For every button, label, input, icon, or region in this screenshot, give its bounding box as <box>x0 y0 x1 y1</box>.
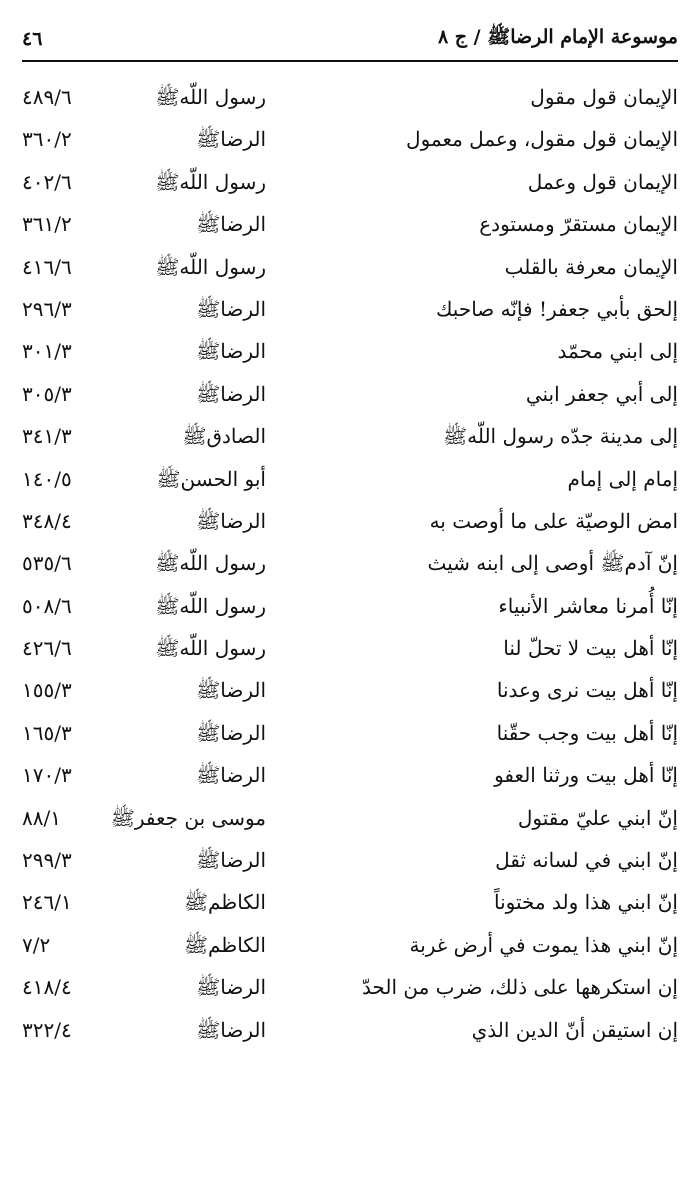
entry-narrator: الرضاﷺ <box>196 339 266 364</box>
index-entry <box>22 881 678 923</box>
entry-narrator: موسى بن جعفرﷺ <box>110 805 266 830</box>
entry-narrator: الرضاﷺ <box>196 381 266 406</box>
entry-reference: ٨٨/١ <box>22 805 61 830</box>
entry-text: إنّ آدمﷺ أوصى إلى ابنه شيث <box>427 551 678 576</box>
entry-reference: ١٤٠/٥ <box>22 466 72 491</box>
index-entry <box>22 627 678 669</box>
entry-reference: ٢٤٦/١ <box>22 890 72 915</box>
entry-narrator: رسول اللّهﷺ <box>155 636 266 661</box>
entry-text: إنّا أُمرنا معاشر الأنبياء <box>498 593 678 618</box>
entry-text: إن استيقن أنّ الدين الذي <box>471 1017 678 1042</box>
index-entry <box>22 542 678 584</box>
entry-text: إنّا أهل بيت وجب حقّنا <box>496 720 678 745</box>
index-entry <box>22 76 678 118</box>
entry-reference: ٤٠٢/٦ <box>22 169 72 194</box>
entry-reference: ٤٨٩/٦ <box>22 85 72 109</box>
page-number: ٤٦ <box>22 28 43 50</box>
entry-reference: ٤٢٦/٦ <box>22 636 72 661</box>
entry-narrator: الرضاﷺ <box>196 508 266 533</box>
entry-narrator: الرضاﷺ <box>196 975 266 1000</box>
entry-reference: ١٧٠/٣ <box>22 763 72 788</box>
entry-text: إلى ابني محمّد <box>557 339 678 364</box>
entry-text: إلى أبي جعفر ابني <box>525 381 678 406</box>
entry-narrator: أبو الحسنﷺ <box>156 466 266 491</box>
entry-text: إنّ ابني هذا يموت في أرض غربة <box>409 932 678 957</box>
index-entry <box>22 500 678 542</box>
entry-reference: ٧/٢ <box>22 932 51 957</box>
entry-text: امض الوصيّة على ما أوصت به <box>429 508 678 533</box>
entry-reference: ٤١٨/٤ <box>22 975 72 1000</box>
entry-narrator: رسول اللّهﷺ <box>155 169 266 194</box>
index-entry <box>22 330 678 372</box>
entry-narrator: رسول اللّهﷺ <box>155 551 266 576</box>
index-entry <box>22 118 678 160</box>
entry-reference: ٤١٦/٦ <box>22 254 72 279</box>
entry-reference: ٣٠١/٣ <box>22 339 72 364</box>
entry-reference: ٣٢٢/٤ <box>22 1017 72 1042</box>
book-title: موسوعة الإمام الرضاﷺ / ج ٨ <box>437 26 678 48</box>
entry-text: الإيمان معرفة بالقلب <box>504 254 678 279</box>
entry-narrator: الرضاﷺ <box>196 678 266 703</box>
entry-narrator: رسول اللّهﷺ <box>155 254 266 279</box>
page-header <box>22 18 678 60</box>
index-entry <box>22 161 678 203</box>
index-entry <box>22 797 678 839</box>
entry-narrator: رسول اللّهﷺ <box>155 85 266 109</box>
entry-narrator: رسول اللّهﷺ <box>155 593 266 618</box>
index-entries <box>22 76 678 1051</box>
index-entry <box>22 924 678 966</box>
entry-narrator: الكاظمﷺ <box>183 890 266 915</box>
index-entry <box>22 966 678 1008</box>
index-page <box>22 18 678 1051</box>
header-rule <box>22 60 678 62</box>
index-entry <box>22 373 678 415</box>
index-entry <box>22 203 678 245</box>
entry-narrator: الصادقﷺ <box>182 424 266 449</box>
entry-reference: ٥٣٥/٦ <box>22 551 72 576</box>
entry-text: الإيمان قول مقول <box>530 85 678 109</box>
entry-text: إنّا أهل بيت لا تحلّ لنا <box>503 636 678 661</box>
entry-narrator: الرضاﷺ <box>196 763 266 788</box>
index-entry <box>22 839 678 881</box>
entry-narrator: الرضاﷺ <box>196 720 266 745</box>
entry-text: الإيمان قول مقول، وعمل معمول <box>406 127 678 152</box>
entry-text: إنّا أهل بيت نرى وعدنا <box>496 678 678 703</box>
entry-reference: ٣٤١/٣ <box>22 424 72 449</box>
entry-reference: ١٦٥/٣ <box>22 720 72 745</box>
entry-text: إمام إلى إمام <box>567 466 678 491</box>
entry-reference: ٣٠٥/٣ <box>22 381 72 406</box>
entry-narrator: الرضاﷺ <box>196 127 266 152</box>
entry-narrator: الرضاﷺ <box>196 1017 266 1042</box>
entry-reference: ٣٤٨/٤ <box>22 508 72 533</box>
index-entry <box>22 585 678 627</box>
entry-reference: ٣٦١/٢ <box>22 212 72 237</box>
entry-narrator: الرضاﷺ <box>196 212 266 237</box>
entry-text: إلحق بأبي جعفر! فإنّه صاحبك <box>435 296 678 321</box>
entry-narrator: الكاظمﷺ <box>183 932 266 957</box>
index-entry <box>22 415 678 457</box>
entry-text: إنّ ابني في لسانه ثقل <box>495 848 678 873</box>
index-entry <box>22 458 678 500</box>
index-entry <box>22 288 678 330</box>
entry-reference: ١٥٥/٣ <box>22 678 72 703</box>
index-entry <box>22 712 678 754</box>
entry-reference: ٣٦٠/٢ <box>22 127 72 152</box>
index-entry <box>22 1009 678 1051</box>
entry-text: الإيمان قول وعمل <box>527 169 678 194</box>
index-entry <box>22 246 678 288</box>
entry-reference: ٥٠٨/٦ <box>22 593 72 618</box>
entry-text: إنّ ابني عليّ مقتول <box>517 805 678 830</box>
entry-narrator: الرضاﷺ <box>196 296 266 321</box>
entry-text: إنّا أهل بيت ورثنا العفو <box>494 763 678 788</box>
index-entry <box>22 754 678 796</box>
entry-text: إلى مدينة جدّه رسول اللّهﷺ <box>442 424 678 449</box>
index-entry <box>22 669 678 711</box>
entry-text: الإيمان مستقرّ ومستودع <box>479 212 678 237</box>
entry-narrator: الرضاﷺ <box>196 848 266 873</box>
entry-reference: ٢٩٦/٣ <box>22 296 72 321</box>
entry-text: إنّ ابني هذا ولد مختوناً <box>493 890 678 915</box>
entry-reference: ٢٩٩/٣ <box>22 848 72 873</box>
entry-text: إن استكرهها على ذلك، ضرب من الحدّ <box>361 975 678 1000</box>
